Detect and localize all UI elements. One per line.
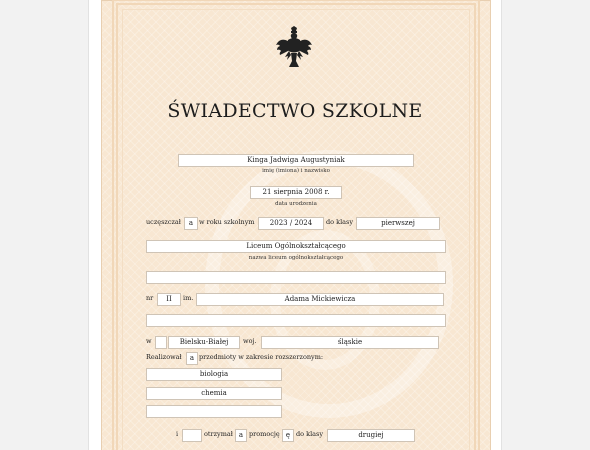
school-year-label: w roku szkolnym [199, 218, 255, 226]
school-name-field[interactable]: Liceum Ogólnokształcącego [146, 240, 446, 253]
birth-date-field[interactable]: 21 sierpnia 2008 r. [250, 186, 342, 199]
certificate-title: ŚWIADECTWO SZKOLNE [167, 100, 423, 122]
realized-text: przedmioty w zakresie rozszerzonym: [199, 353, 324, 361]
patron-line2-field[interactable] [146, 314, 446, 327]
school-name-line2-field[interactable] [146, 271, 446, 284]
class-label: do klasy [326, 218, 354, 226]
school-number-field[interactable]: II [157, 293, 181, 306]
polish-eagle-emblem-icon [274, 26, 314, 70]
birth-date-caption: data urodzenia [275, 201, 317, 207]
voivodeship-label: woj. [243, 337, 257, 345]
school-year-field[interactable]: 2023 / 2024 [258, 217, 324, 230]
attended-label: uczęszczał [146, 218, 181, 226]
w-extra-field[interactable] [155, 336, 167, 349]
student-name-field[interactable]: Kinga Jadwiga Augustyniak [178, 154, 414, 167]
realized-suffix-field[interactable]: a [186, 352, 198, 365]
patron-field[interactable]: Adama Mickiewicza [196, 293, 444, 306]
city-field[interactable]: Bielsku-Białej [168, 336, 240, 349]
subject-field-2[interactable]: chemia [146, 387, 282, 400]
w-label: w [146, 337, 152, 345]
subject-field-3[interactable] [146, 405, 282, 418]
next-class-field[interactable]: drugiej [327, 429, 415, 442]
next-class-label: do klasy [296, 430, 324, 438]
subject-field-1[interactable]: biologia [146, 368, 282, 381]
realized-label: Realizował [146, 353, 182, 361]
and-field[interactable] [182, 429, 202, 442]
received-suffix-field[interactable]: a [235, 429, 247, 442]
im-label: im. [183, 294, 194, 302]
class-field[interactable]: pierwszej [356, 217, 440, 230]
voivodeship-field[interactable]: śląskie [261, 336, 439, 349]
nr-label: nr [146, 294, 154, 302]
promotion-suffix-field[interactable]: ę [282, 429, 294, 442]
attended-suffix-field[interactable]: a [184, 217, 198, 230]
received-label: otrzymał [204, 430, 233, 438]
school-name-caption: nazwa liceum ogólnokształcącego [248, 255, 344, 261]
student-name-caption: imię (imiona) i nazwisko [262, 168, 330, 174]
promotion-label: promocję [249, 430, 280, 438]
and-label: i [176, 430, 179, 438]
